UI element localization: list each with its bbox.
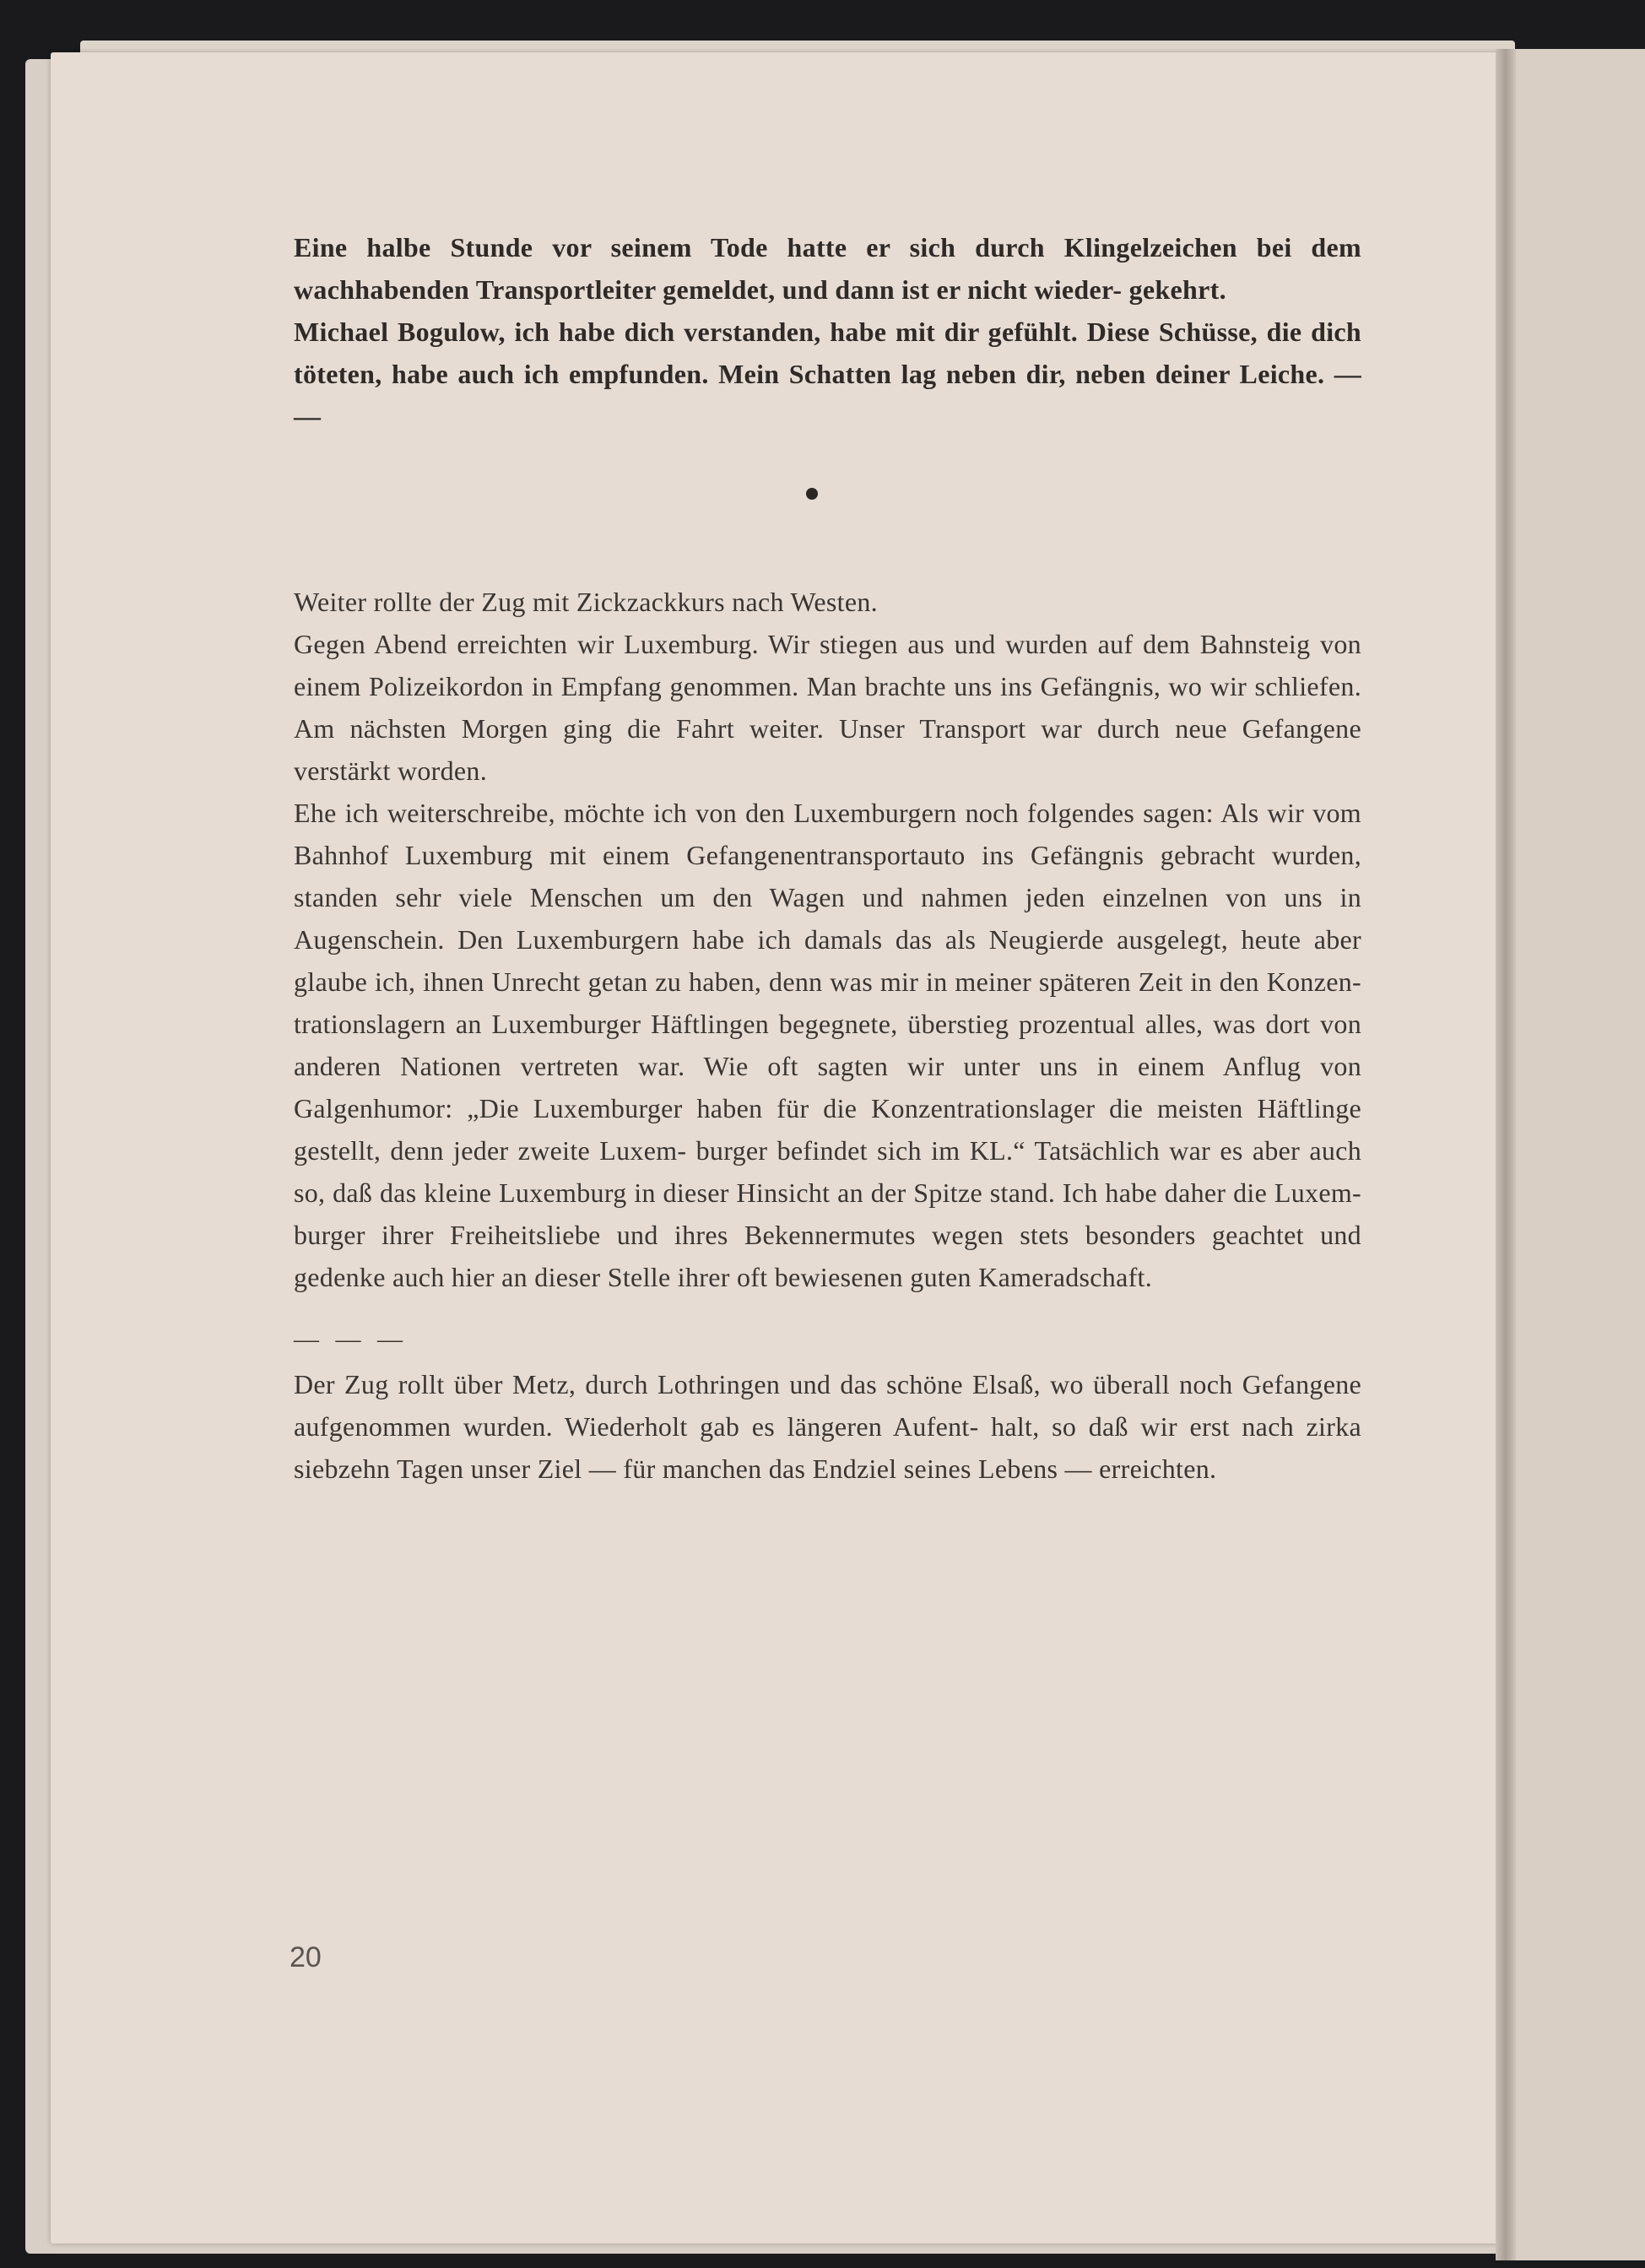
paragraph: Weiter rollte der Zug mit Zickzackkurs nach Westen. — [294, 587, 878, 617]
paragraph: Michael Bogulow, ich habe dich verstanden, habe mit dir gefühlt. Diese Schüsse, die dich töteten, habe auch ich empfunden. Mein Schatten lag neben dir, neben deiner Leiche. — — — [294, 317, 1361, 431]
paragraph: Gegen Abend erreichten wir Luxemburg. Wir stiegen aus und wurden auf dem Bahnsteig von einem Polizeikordon in Empfang genommen. Man brachte uns ins Gefängnis, wo wir schliefen. Am nächsten Morgen ging die Fahrt weiter. Unser Transport war durch neue Gefangene verstärkt worden. — [294, 629, 1361, 786]
bottom-text-block — [294, 1363, 1361, 1490]
middle-text-block — [294, 581, 1361, 1298]
section-separator: — — — — [294, 1325, 408, 1353]
section-ornament — [806, 488, 818, 500]
paragraph: Eine halbe Stunde vor seinem Tode hatte er sich durch Klingelzeichen bei dem wachhabenden Transportleiter gemeldet, und dann ist er nicht wieder- gekehrt. — [294, 232, 1361, 305]
paragraph: Ehe ich weiterschreibe, möchte ich von den Luxemburgern noch folgendes sagen: Als wir vom Bahnhof Luxemburg mit einem Gefangenentransportauto ins Gefängnis gebracht wurden, standen sehr viele Menschen um den Wagen und nahmen jeden einzelnen von uns in Augenschein. Den Luxemburgern habe ich damals das als Neugierde ausgelegt, heute aber glaube ich, ihnen Unrecht getan zu haben, denn was mir in meiner späteren Zeit in den Konzen- trationslagern an Luxemburger Häftlingen begegnete, überstieg prozentual alles, was dort von anderen Nationen vertreten war. Wie oft sagten wir unter uns in einem Anflug von Galgenhumor: „Die Luxemburger haben für die Konzentrationslager die meisten Häftlinge gestellt, denn jeder zweite Luxem- burger befindet sich im KL.“ Tatsächlich war es aber auch so, daß das kleine Luxemburg in dieser Hinsicht an der Spitze stand. Ich habe daher die Luxem- burger ihrer Freiheitsliebe und ihres Bekennermutes wegen stets besonders geachtet und gedenke auch hier an dieser Stelle ihrer oft bewiesenen guten Kameradschaft. — [294, 798, 1361, 1292]
paragraph: Der Zug rollt über Metz, durch Lothringen und das schöne Elsaß, wo überall noch Gefangene aufgenommen wurden. Wiederholt gab es längeren Aufent- halt, so daß wir erst nach zirka siebzehn Tagen unser Ziel — für manchen das Endziel seines Lebens — erreichten. — [294, 1369, 1361, 1484]
page-number: 20 — [289, 1941, 322, 1973]
top-text-block — [294, 226, 1361, 437]
facing-page-edge — [1511, 49, 1645, 2260]
book-gutter — [1496, 49, 1516, 2260]
